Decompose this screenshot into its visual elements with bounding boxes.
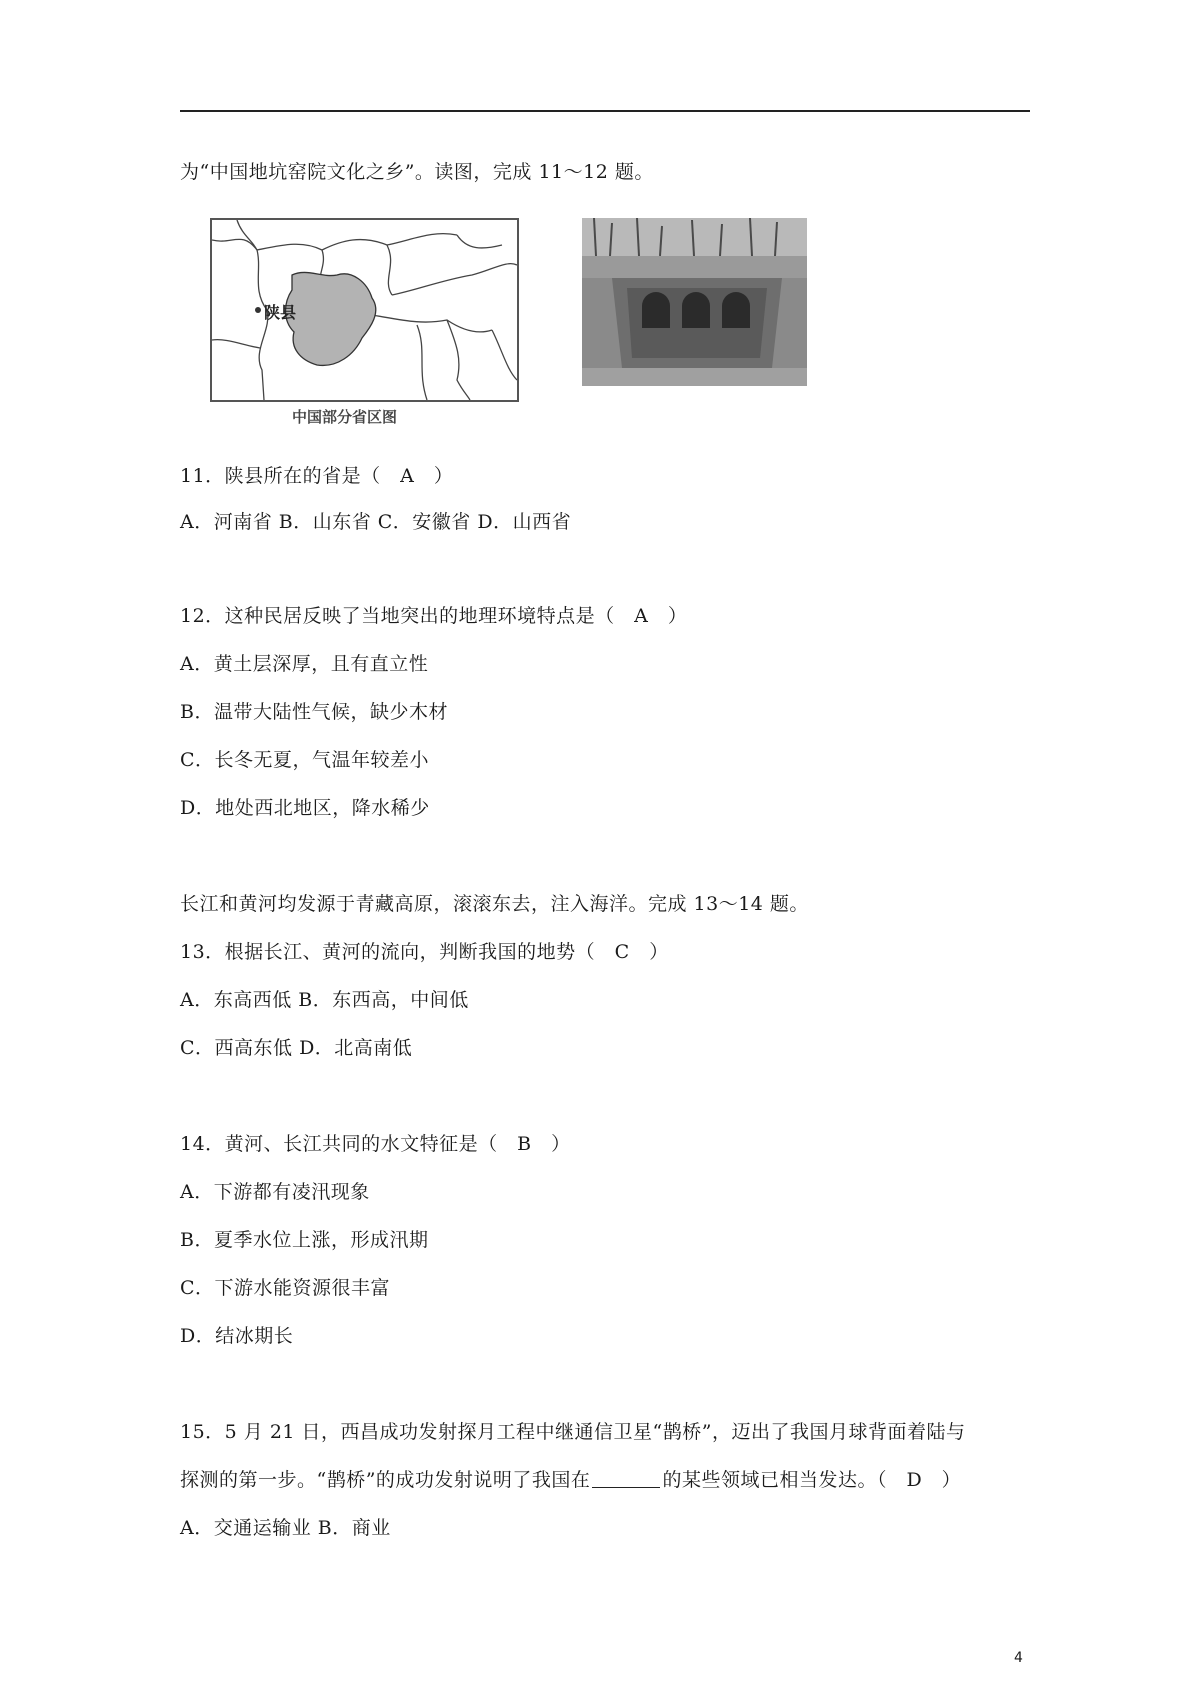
map-caption: 中国部分省区图 [292,408,398,426]
question-14-option-d: D．结冰期长 [180,1325,294,1347]
question-15-text-before-blank: 探测的第一步。“鹊桥”的成功发射说明了我国在 [180,1469,591,1491]
header-rule [180,110,1030,112]
question-11-options: A．河南省 B．山东省 C．安徽省 D．山西省 [180,511,572,533]
question-13-options-ab: A．东高西低 B．东西高，中间低 [180,989,469,1011]
map-label: 陕县 [264,303,297,322]
question-11: 11．陕县所在的省是（ A ） [180,465,454,487]
question-14-option-c: C．下游水能资源很丰富 [180,1277,391,1299]
answer-blank [592,1469,660,1488]
map-drawing [212,220,517,400]
page-number: 4 [1014,1650,1023,1666]
question-12-option-a: A．黄土层深厚，且有直立性 [180,653,429,675]
question-12-option-d: D．地处西北地区，降水稀少 [180,797,430,819]
question-13-options-cd: C．西高东低 D．北高南低 [180,1037,413,1059]
pit-courtyard-photo [582,218,807,386]
question-14-option-b: B．夏季水位上涨，形成汛期 [180,1229,429,1251]
shanxian-marker [255,307,261,313]
question-12-option-b: B．温带大陆性气候，缺少木材 [180,701,448,723]
intro-text-2: 长江和黄河均发源于青藏高原，滚滚东去，注入海洋。完成 13～14 题。 [180,893,809,915]
question-15-options-ab: A．交通运输业 B．商业 [180,1517,391,1539]
question-15-line-1: 15．5 月 21 日，西昌成功发射探月工程中继通信卫星“鹊桥”，迈出了我国月球背面着陆与 [180,1421,966,1443]
province-map [210,218,519,402]
question-12: 12．这种民居反映了当地突出的地理环境特点是（ A ） [180,605,688,627]
henan-province-region [286,272,376,365]
intro-text-1: 为“中国地坑窑院文化之乡”。读图，完成 11～12 题。 [180,161,654,183]
question-15-line-2 [180,1468,961,1492]
question-14: 14．黄河、长江共同的水文特征是（ B ） [180,1133,571,1155]
question-15-text-after-blank: 的某些领域已相当发达。（ D ） [662,1469,962,1491]
question-13: 13．根据长江、黄河的流向，判断我国的地势（ C ） [180,941,669,963]
question-14-option-a: A．下游都有凌汛现象 [180,1181,370,1203]
question-12-option-c: C．长冬无夏，气温年较差小 [180,749,430,771]
